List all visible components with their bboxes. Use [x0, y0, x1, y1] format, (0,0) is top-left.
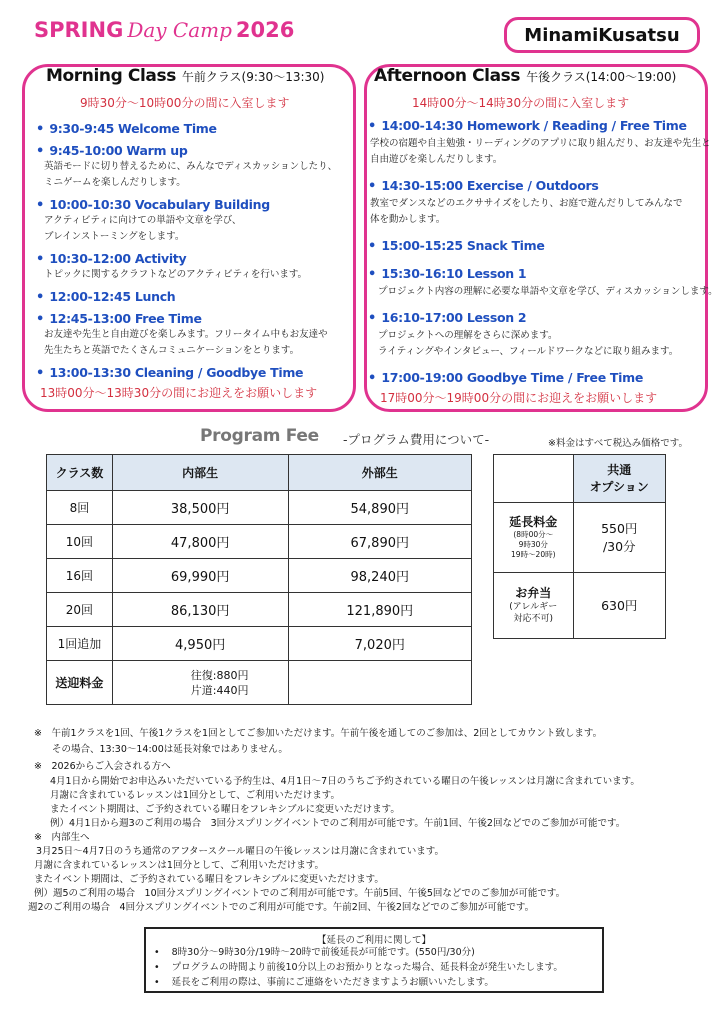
afternoon-schedule-list	[368, 115, 718, 406]
external-price-cell: 54,890円	[288, 491, 471, 525]
list-item: • プログラムの時間より前後10分以上のお預かりとなった場合、延長料金が発生いたします。	[154, 960, 563, 975]
class-count-cell: 1回追加	[47, 627, 113, 661]
table-row	[47, 491, 472, 525]
schedule-desc: 教室でダンスなどのエクササイズをしたり、お庭で遊んだりしてみんなで 体を動かします。	[370, 198, 683, 225]
bullet-icon: •	[36, 366, 45, 381]
bullet-icon: •	[36, 290, 45, 305]
table-header-row	[47, 455, 472, 491]
list-item	[368, 307, 718, 367]
bullet-icon: •	[36, 198, 45, 213]
list-item	[36, 248, 337, 286]
list-item: • 8時30分〜9時30分/19時〜20時で前後延長が可能です。(550円/30分)	[154, 945, 563, 960]
list-item	[368, 367, 718, 387]
one-way-fee: 片道:440円	[190, 683, 249, 697]
schedule-title: 9:30-9:45 Welcome Time	[49, 121, 217, 136]
list-item	[36, 286, 337, 308]
note-line: 4月1日から開始でお申込みいただいている予約生は、4月1日〜7日のうちご予約されている曜日の午後レッスンは月謝に含まれています。	[50, 776, 640, 787]
schedule-desc: お友達や先生と自由遊びを楽しみます。フリータイム中もお友達や 先生たちと英語でたくさんコミュニケーションをとります。	[44, 329, 328, 356]
external-price-cell: 67,890円	[288, 525, 471, 559]
lunch-sub-2: 対応不可)	[513, 614, 554, 624]
pickup-fee-cell	[112, 661, 288, 705]
class-count-cell: 8回	[47, 491, 113, 525]
column-header: 内部生	[112, 455, 288, 491]
table-row	[47, 593, 472, 627]
options-header-line2: オプション	[589, 479, 649, 494]
bullet-icon: •	[368, 239, 377, 254]
morning-schedule-list	[36, 118, 337, 401]
fee-table	[46, 454, 472, 705]
pickup-fee-label: 送迎料金	[47, 661, 113, 705]
bullet-icon: •	[36, 122, 45, 137]
list-item: • 延長をご利用の際は、事前にご連絡をいただきますようお願いいたします。	[154, 975, 563, 990]
note-line: ※ 2026からご入会される方へ	[34, 761, 171, 772]
title-day-camp: Day Camp	[127, 18, 232, 42]
round-trip-fee: 往復:880円	[190, 668, 249, 682]
column-header: クラス数	[47, 455, 113, 491]
bullet-icon: •	[368, 267, 377, 282]
list-item	[368, 115, 718, 175]
usage-list	[154, 945, 563, 990]
afternoon-entry-note: 14時00分〜14時30分の間に入室します	[412, 96, 630, 110]
note-line: 週2のご利用の場合 4回分スプリングイベントでのご利用が可能です。午前2回、午後2回などでのご参加が可能です。	[28, 902, 535, 913]
list-item	[368, 175, 718, 235]
column-header: 外部生	[288, 455, 471, 491]
note-line: 例）4月1日から週3のご利用の場合 3回分スプリングイベントでのご利用が可能です。午前1回、午後2回などでのご参加が可能です。	[50, 818, 626, 829]
lunch-price-cell: 630円	[573, 573, 665, 639]
extension-sub-2: 9時30分	[518, 540, 548, 549]
schedule-title: 12:00-12:45 Lunch	[49, 289, 176, 304]
schedule-title: 15:00-15:25 Snack Time	[381, 238, 545, 253]
bullet-icon: •	[368, 371, 377, 386]
list-item	[36, 194, 337, 248]
page-title	[34, 18, 294, 42]
usage-title: 【延長のご利用に関して】	[316, 935, 431, 946]
schedule-desc: アクティビティに向けての単語や文章を学び、 ブレインストーミングをします。	[44, 215, 242, 242]
table-row	[494, 573, 666, 639]
bullet-icon: •	[36, 144, 45, 159]
schedule-title: 10:00-10:30 Vocabulary Building	[49, 197, 270, 212]
note-line: 月謝に含まれているレッスンは1回分として、ご利用いただけます。	[34, 860, 325, 871]
bullet-icon: •	[36, 252, 45, 267]
internal-price-cell: 86,130円	[112, 593, 288, 627]
class-count-cell: 16回	[47, 559, 113, 593]
schedule-title: 10:30-12:00 Activity	[49, 251, 187, 266]
list-item	[36, 308, 337, 362]
schedule-title: 15:30-16:10 Lesson 1	[381, 266, 527, 281]
list-item	[368, 235, 718, 263]
pickup-note	[368, 387, 718, 406]
lunch-sub-1: (アレルギー	[509, 602, 558, 612]
external-price-cell: 121,890円	[288, 593, 471, 627]
pickup-note	[36, 382, 337, 401]
bullet-icon: •	[368, 119, 377, 134]
lunch-label: お弁当	[515, 586, 552, 600]
schedule-desc: プロジェクト内容の理解に必要な単語や文章を学び、ディスカッションします。	[378, 286, 718, 297]
table-row	[494, 503, 666, 573]
brand-badge: MinamiKusatsu	[504, 17, 700, 53]
bullet-icon: •	[36, 312, 45, 327]
table-row	[47, 627, 472, 661]
list-item	[36, 118, 337, 140]
note-line: 月謝に含まれているレッスンは1回分として、ご利用いただけます。	[50, 790, 341, 801]
extension-sub-3: 19時〜20時)	[511, 550, 556, 559]
options-header-line1: 共通	[607, 462, 632, 477]
extension-unit: /30分	[602, 538, 636, 554]
list-item	[368, 263, 718, 307]
schedule-title: 16:10-17:00 Lesson 2	[381, 310, 527, 325]
list-item	[36, 140, 337, 194]
schedule-title: 14:30-15:00 Exercise / Outdoors	[381, 178, 599, 193]
options-header	[573, 455, 665, 503]
morning-class-title: Morning Class	[46, 66, 176, 86]
morning-pickup-note: 13時00分〜13時30分の間にお迎えをお願いします	[40, 386, 318, 400]
extension-price: 550円	[601, 520, 638, 536]
list-item	[36, 362, 337, 382]
schedule-desc: プロジェクトへの理解をさらに深めます。 ライティングやインタビュー、フィールドワークなどに取り組みます。	[378, 330, 679, 357]
schedule-desc: 学校の宿題や自主勉強・リーディングのアプリに取り組んだり、お友達や先生と 自由遊びを楽しんだりします。	[370, 138, 711, 165]
empty-header-cell	[494, 455, 574, 503]
extension-label-cell	[494, 503, 574, 573]
internal-price-cell: 69,990円	[112, 559, 288, 593]
program-fee-title: Program Fee	[200, 426, 319, 446]
bullet-icon: •	[368, 179, 377, 194]
morning-class-heading	[46, 66, 324, 86]
schedule-desc: 英語モードに切り替えるために、みんなでディスカッションしたり、 ミニゲームを楽しんだりします。	[44, 161, 338, 188]
afternoon-class-title: Afternoon Class	[374, 66, 521, 86]
extension-label: 延長料金	[509, 515, 558, 529]
note-line: 例）週5のご利用の場合 10回分スプリングイベントでのご利用が可能です。午前5回、午後5回などでのご参加が可能です。	[34, 888, 566, 899]
class-count-cell: 20回	[47, 593, 113, 627]
class-count-cell: 10回	[47, 525, 113, 559]
table-row	[47, 525, 472, 559]
external-price-cell: 7,020円	[288, 627, 471, 661]
note-line: その場合、13:30〜14:00は延長対象ではありません。	[52, 744, 288, 755]
schedule-title: 13:00-13:30 Cleaning / Goodbye Time	[49, 365, 304, 380]
external-pickup-cell	[288, 661, 471, 705]
note-line: ※ 午前1クラスを1回、午後1クラスを1回としてご参加いただけます。午前午後を通してのご参加は、2回としてカウント致します。	[34, 728, 603, 739]
options-table	[493, 454, 666, 639]
program-fee-subtitle: -プログラム費用について-	[343, 432, 490, 447]
note-line: ※ 内部生へ	[34, 832, 90, 843]
title-spring: SPRING	[34, 18, 124, 42]
afternoon-class-heading	[374, 66, 676, 86]
schedule-title: 17:00-19:00 Goodbye Time / Free Time	[381, 370, 644, 385]
extension-usage-box	[144, 927, 604, 993]
bullet-icon: •	[368, 311, 377, 326]
internal-price-cell: 47,800円	[112, 525, 288, 559]
internal-price-cell: 4,950円	[112, 627, 288, 661]
schedule-title: 12:45-13:00 Free Time	[49, 311, 202, 326]
tax-note: ※料金はすべて税込み価格です。	[548, 438, 689, 449]
afternoon-class-time: 午後クラス(14:00〜19:00)	[526, 70, 677, 84]
note-line: またイベント期間は、ご予約されている曜日をフレキシブルに変更いただけます。	[50, 804, 400, 815]
table-row	[47, 661, 472, 705]
lunch-label-cell	[494, 573, 574, 639]
afternoon-pickup-note: 17時00分〜19時00分の間にお迎えをお願いします	[380, 391, 658, 405]
morning-entry-note: 9時30分〜10時00分の間に入室します	[80, 96, 290, 110]
schedule-desc: トピックに関するクラフトなどのアクティビティを行います。	[44, 269, 308, 280]
extension-sub-1: (8時00分〜	[513, 530, 554, 539]
internal-price-cell: 38,500円	[112, 491, 288, 525]
note-line: 3月25日〜4月7日のうち通常のアフタースクール曜日の午後レッスンは月謝に含まれています。	[36, 846, 445, 857]
table-header-row	[494, 455, 666, 503]
table-row	[47, 559, 472, 593]
schedule-title: 9:45-10:00 Warm up	[49, 143, 188, 158]
morning-class-time: 午前クラス(9:30〜13:30)	[181, 70, 325, 84]
extension-price-cell	[573, 503, 665, 573]
external-price-cell: 98,240円	[288, 559, 471, 593]
schedule-title: 14:00-14:30 Homework / Reading / Free Time	[381, 118, 687, 133]
note-line: またイベント期間は、ご予約されている曜日をフレキシブルに変更いただけます。	[34, 874, 384, 885]
title-year: 2026	[235, 18, 295, 42]
